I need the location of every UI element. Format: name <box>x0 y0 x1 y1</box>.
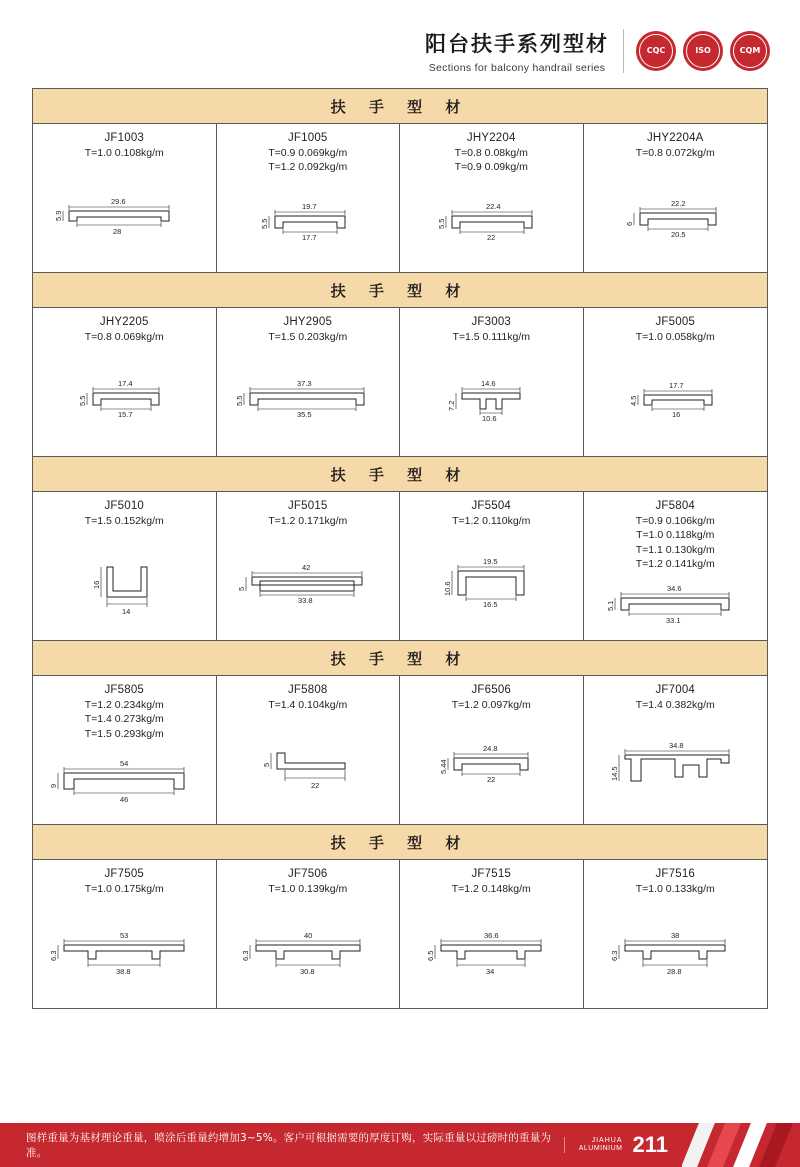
dim-bottom: 30.8 <box>299 967 315 977</box>
profile-cell-jf5504 <box>400 492 584 640</box>
brand-mark <box>564 1137 629 1154</box>
dim-bottom: 28 <box>113 227 122 237</box>
profile-spec: T=1.1 0.130kg/m <box>635 543 715 556</box>
dim-top: 38 <box>671 931 680 941</box>
profile-drawing-jf6506 <box>406 712 577 818</box>
dim-top: 19.5 <box>483 557 498 567</box>
dim-bottom: 16.5 <box>483 600 498 610</box>
table-row <box>33 124 767 273</box>
page-title-cn: 阳台扶手系列型材 <box>425 32 609 56</box>
profile-cell-jf5804 <box>584 492 768 640</box>
profile-code: JHY2205 <box>99 316 149 328</box>
profile-code: JF5504 <box>471 500 512 512</box>
profile-cell-jhy2905 <box>217 308 401 456</box>
profile-drawing-jf5808 <box>223 712 394 818</box>
cqm-certification-logo <box>730 31 770 71</box>
dim-bottom: 14 <box>122 607 131 617</box>
profile-code: JF5805 <box>104 684 145 696</box>
dim-top: 34.6 <box>667 583 682 593</box>
profile-cell-jf1005 <box>217 124 401 272</box>
profile-spec: T=0.9 0.09kg/m <box>454 161 528 174</box>
section-band-5: 扶 手 型 材 <box>33 825 767 860</box>
header-titles <box>425 28 623 74</box>
profile-drawing-jf1005 <box>223 175 394 266</box>
dim-left: 6.5 <box>426 950 436 962</box>
profile-cell-jf3003 <box>400 308 584 456</box>
profile-drawing-jhy2204 <box>406 175 577 266</box>
cqm-logo-label: CQM <box>733 34 767 68</box>
profile-spec: T=0.8 0.069kg/m <box>84 331 164 343</box>
dim-bottom: 22 <box>487 775 496 785</box>
dim-left: 5 <box>236 587 246 592</box>
profile-drawing-jf3003 <box>406 344 577 450</box>
profile-drawing-jf7516 <box>590 896 762 1002</box>
profile-spec: T=1.4 0.273kg/m <box>84 713 164 726</box>
profile-code: JF5804 <box>655 500 696 512</box>
profile-spec: T=1.4 0.104kg/m <box>268 699 348 711</box>
dim-top: 17.4 <box>118 379 133 389</box>
dim-left: 6.3 <box>49 950 59 962</box>
dim-left: 5.5 <box>234 395 244 407</box>
profile-cell-jf7004 <box>584 676 768 824</box>
profile-code: JF7515 <box>471 868 512 880</box>
cqc-logo-label: CQC <box>639 34 673 68</box>
profile-drawing-jf5805 <box>39 741 210 818</box>
profile-drawing-jf5010 <box>39 528 210 634</box>
iso-logo-label: ISO <box>686 34 720 68</box>
section-band-2: 扶 手 型 材 <box>33 273 767 308</box>
profile-drawing-jhy2905 <box>223 344 394 450</box>
profile-drawing-jhy2205 <box>39 344 210 450</box>
profile-spec: T=1.5 0.203kg/m <box>268 331 348 343</box>
dim-bottom: 38.8 <box>116 967 131 977</box>
profile-code: JF3003 <box>471 316 512 328</box>
dim-top: 22.2 <box>671 199 686 209</box>
dim-top: 34.8 <box>669 741 684 751</box>
profile-code: JF6506 <box>471 684 512 696</box>
profile-code: JHY2204A <box>646 132 704 144</box>
profile-code: JF1003 <box>104 132 145 144</box>
profile-drawing-jf5804 <box>590 572 762 634</box>
dim-bottom: 46 <box>120 794 129 804</box>
profile-cell-jf5805 <box>33 676 217 824</box>
profile-spec: T=1.2 0.171kg/m <box>268 515 348 527</box>
profile-code: JF7505 <box>104 868 145 880</box>
dim-left: 10.6 <box>443 581 453 597</box>
profile-code: JF1005 <box>287 132 328 144</box>
profile-code: JF5010 <box>104 500 145 512</box>
page-number: 211 <box>632 1132 668 1157</box>
profile-spec: T=1.5 0.152kg/m <box>84 515 164 527</box>
profile-code: JF5015 <box>287 500 328 512</box>
dim-bottom: 22 <box>487 233 496 243</box>
profile-cell-jhy2204a <box>584 124 768 272</box>
profile-code: JF5808 <box>287 684 328 696</box>
dim-left: 6 <box>625 222 635 227</box>
profile-spec: T=1.0 0.139kg/m <box>268 883 348 895</box>
brand-name-en: ALUMINIUM <box>578 1145 623 1152</box>
profile-cell-jf5808 <box>217 676 401 824</box>
dim-bottom: 33.1 <box>666 615 681 625</box>
page-footer <box>0 1123 800 1167</box>
dim-top: 36.6 <box>484 931 499 941</box>
dim-top: 40 <box>303 931 313 941</box>
profile-drawing-jf1003 <box>39 160 210 266</box>
profile-code: JF7004 <box>655 684 696 696</box>
dim-left: 14.5 <box>610 766 620 782</box>
footer-note: 图样重量为基材理论重量，喷涂后重量约增加3~5%。客户可根据需要的厚度订购，实际重量以过磅时的重量为准。 <box>26 1132 552 1159</box>
profile-cell-jf5005 <box>584 308 768 456</box>
profile-cell-jf7505 <box>33 860 217 1008</box>
dim-left: 5 <box>261 763 271 768</box>
dim-top: 53 <box>120 931 129 941</box>
dim-bottom: 22 <box>310 781 320 791</box>
certification-logos <box>636 31 770 71</box>
profile-code: JHY2905 <box>283 316 333 328</box>
cqc-certification-logo <box>636 31 676 71</box>
profile-code: JF7516 <box>655 868 696 880</box>
profile-drawing-jhy2204a <box>590 160 762 266</box>
profile-spec: T=1.0 0.058kg/m <box>635 331 715 343</box>
dim-left: 5.9 <box>54 210 64 222</box>
dim-left: 5.44 <box>439 759 449 775</box>
section-band-3: 扶 手 型 材 <box>33 457 767 492</box>
dim-left: 5.5 <box>259 219 269 230</box>
dim-left: 6.3 <box>610 950 620 962</box>
profile-spec: T=1.5 0.293kg/m <box>84 727 164 740</box>
dim-bottom: 17.7 <box>301 233 317 243</box>
profile-drawing-jf7004 <box>590 712 762 818</box>
profile-cell-jhy2205 <box>33 308 217 456</box>
dim-top: 37.3 <box>296 379 312 389</box>
table-row <box>33 676 767 825</box>
dim-left: 16 <box>92 580 102 590</box>
dim-left: 9 <box>49 783 59 788</box>
dim-left: 7.2 <box>447 400 457 412</box>
profile-drawing-jf7515 <box>406 896 577 1002</box>
profile-spec: T=1.0 0.108kg/m <box>84 147 164 159</box>
section-band-1: 扶 手 型 材 <box>33 89 767 124</box>
profile-drawing-jf7506 <box>223 896 394 1002</box>
profile-cell-jf5015 <box>217 492 401 640</box>
profile-spec: T=0.8 0.08kg/m <box>454 147 528 159</box>
profile-catalog-table <box>32 88 768 1009</box>
dim-bottom: 33.8 <box>297 596 313 606</box>
profile-spec: T=1.2 0.092kg/m <box>268 161 348 174</box>
brand-name-cn: JIAHUA <box>591 1136 623 1144</box>
profile-drawing-jf5504 <box>406 528 577 634</box>
profile-cell-jf1003 <box>33 124 217 272</box>
profile-spec: T=1.2 0.148kg/m <box>451 883 531 895</box>
profile-spec: T=1.2 0.234kg/m <box>84 699 164 711</box>
profile-spec: T=1.2 0.110kg/m <box>452 515 531 527</box>
table-row <box>33 308 767 457</box>
profile-spec: T=1.2 0.141kg/m <box>635 558 715 571</box>
profile-code: JF5005 <box>655 316 696 328</box>
dim-top: 29.6 <box>111 197 126 207</box>
dim-top: 22.4 <box>486 202 501 212</box>
profile-cell-jf7516 <box>584 860 768 1008</box>
dim-bottom: 20.5 <box>671 230 686 240</box>
dim-bottom: 16 <box>672 410 681 420</box>
profile-cell-jf5010 <box>33 492 217 640</box>
profile-spec: T=1.0 0.175kg/m <box>84 883 164 895</box>
profile-spec: T=0.9 0.106kg/m <box>635 515 715 527</box>
profile-spec: T=0.9 0.069kg/m <box>268 147 348 159</box>
dim-top: 17.7 <box>669 381 684 391</box>
dim-bottom: 15.7 <box>118 410 133 420</box>
header-divider <box>623 29 624 73</box>
profile-spec: T=1.2 0.097kg/m <box>451 699 531 711</box>
dim-top: 14.6 <box>481 379 496 389</box>
dim-left: 6.3 <box>240 950 250 962</box>
profile-drawing-jf7505 <box>39 896 210 1002</box>
dim-left: 5.1 <box>606 600 616 611</box>
dim-bottom: 34 <box>486 967 495 977</box>
page-title-en: Sections for balcony handrail series <box>428 62 606 74</box>
iso-certification-logo <box>683 31 723 71</box>
dim-bottom: 10.6 <box>482 414 497 424</box>
page-header <box>0 0 800 88</box>
dim-left: 4.5 <box>629 395 639 407</box>
dim-left: 5.5 <box>78 395 88 407</box>
dim-bottom: 35.5 <box>296 410 312 420</box>
dim-top: 19.7 <box>301 202 317 212</box>
profile-code: JF7506 <box>287 868 328 880</box>
dim-left: 5.5 <box>437 219 447 230</box>
profile-spec: T=1.5 0.111kg/m <box>452 331 531 343</box>
profile-cell-jhy2204 <box>400 124 584 272</box>
dim-bottom: 28.8 <box>667 967 682 977</box>
profile-drawing-jf5005 <box>590 344 762 450</box>
dim-top: 54 <box>120 758 129 768</box>
profile-drawing-jf5015 <box>223 528 394 634</box>
dim-top: 24.8 <box>483 744 498 754</box>
dim-top: 42 <box>301 563 311 573</box>
profile-spec: T=1.0 0.118kg/m <box>636 529 715 542</box>
footer-decoration <box>682 1123 800 1167</box>
table-row <box>33 860 767 1009</box>
profile-code: JHY2204 <box>466 132 516 144</box>
profile-spec: T=0.8 0.072kg/m <box>635 147 715 159</box>
profile-cell-jf6506 <box>400 676 584 824</box>
section-band-4: 扶 手 型 材 <box>33 641 767 676</box>
profile-spec: T=1.0 0.133kg/m <box>635 883 715 895</box>
profile-spec: T=1.4 0.382kg/m <box>635 699 715 711</box>
profile-cell-jf7515 <box>400 860 584 1008</box>
profile-cell-jf7506 <box>217 860 401 1008</box>
table-row <box>33 492 767 641</box>
